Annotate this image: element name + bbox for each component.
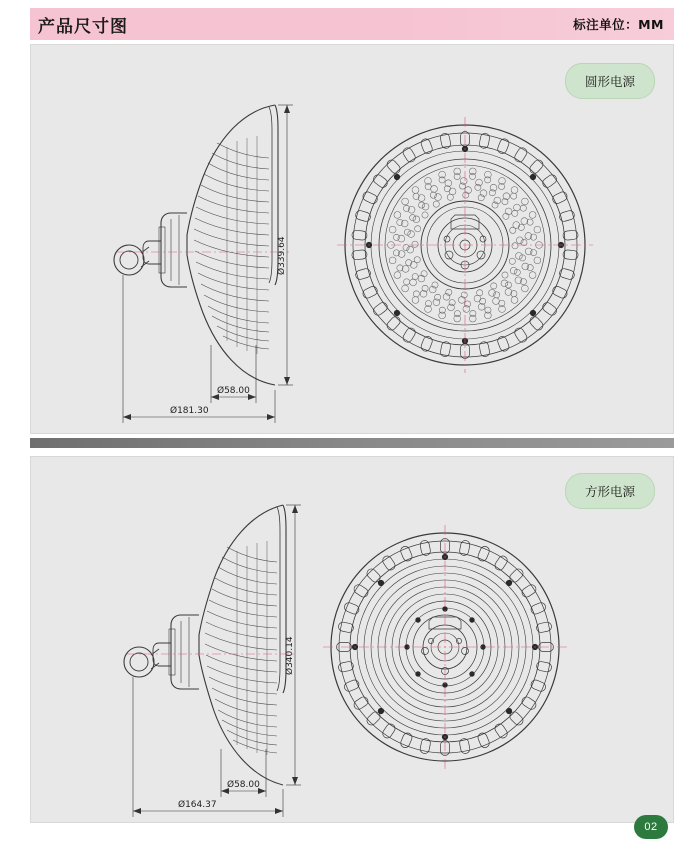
technical-drawing-square [31, 457, 673, 822]
dim-diameter-mount-round: Ø58.00 [217, 386, 250, 396]
page-title: 产品尺寸图 [38, 16, 128, 37]
page-number-badge: 02 [634, 815, 668, 839]
unit-label: 标注单位：MM [573, 17, 664, 32]
page-header [30, 8, 674, 40]
dim-diameter-overall-round: Ø339.64 [277, 236, 287, 275]
badge-square-driver: 方形电源 [565, 473, 655, 509]
dim-diameter-body-square: Ø164.37 [178, 800, 217, 810]
drawing-panel-round [30, 44, 674, 434]
dim-diameter-body-round: Ø181.30 [170, 406, 209, 416]
dim-diameter-overall-square: Ø340.14 [285, 636, 295, 675]
dim-diameter-mount-square: Ø58.00 [227, 780, 260, 790]
badge-round-driver: 圆形电源 [565, 63, 655, 99]
section-divider [30, 438, 674, 448]
drawing-panel-square [30, 456, 674, 823]
technical-drawing-round [31, 45, 673, 433]
